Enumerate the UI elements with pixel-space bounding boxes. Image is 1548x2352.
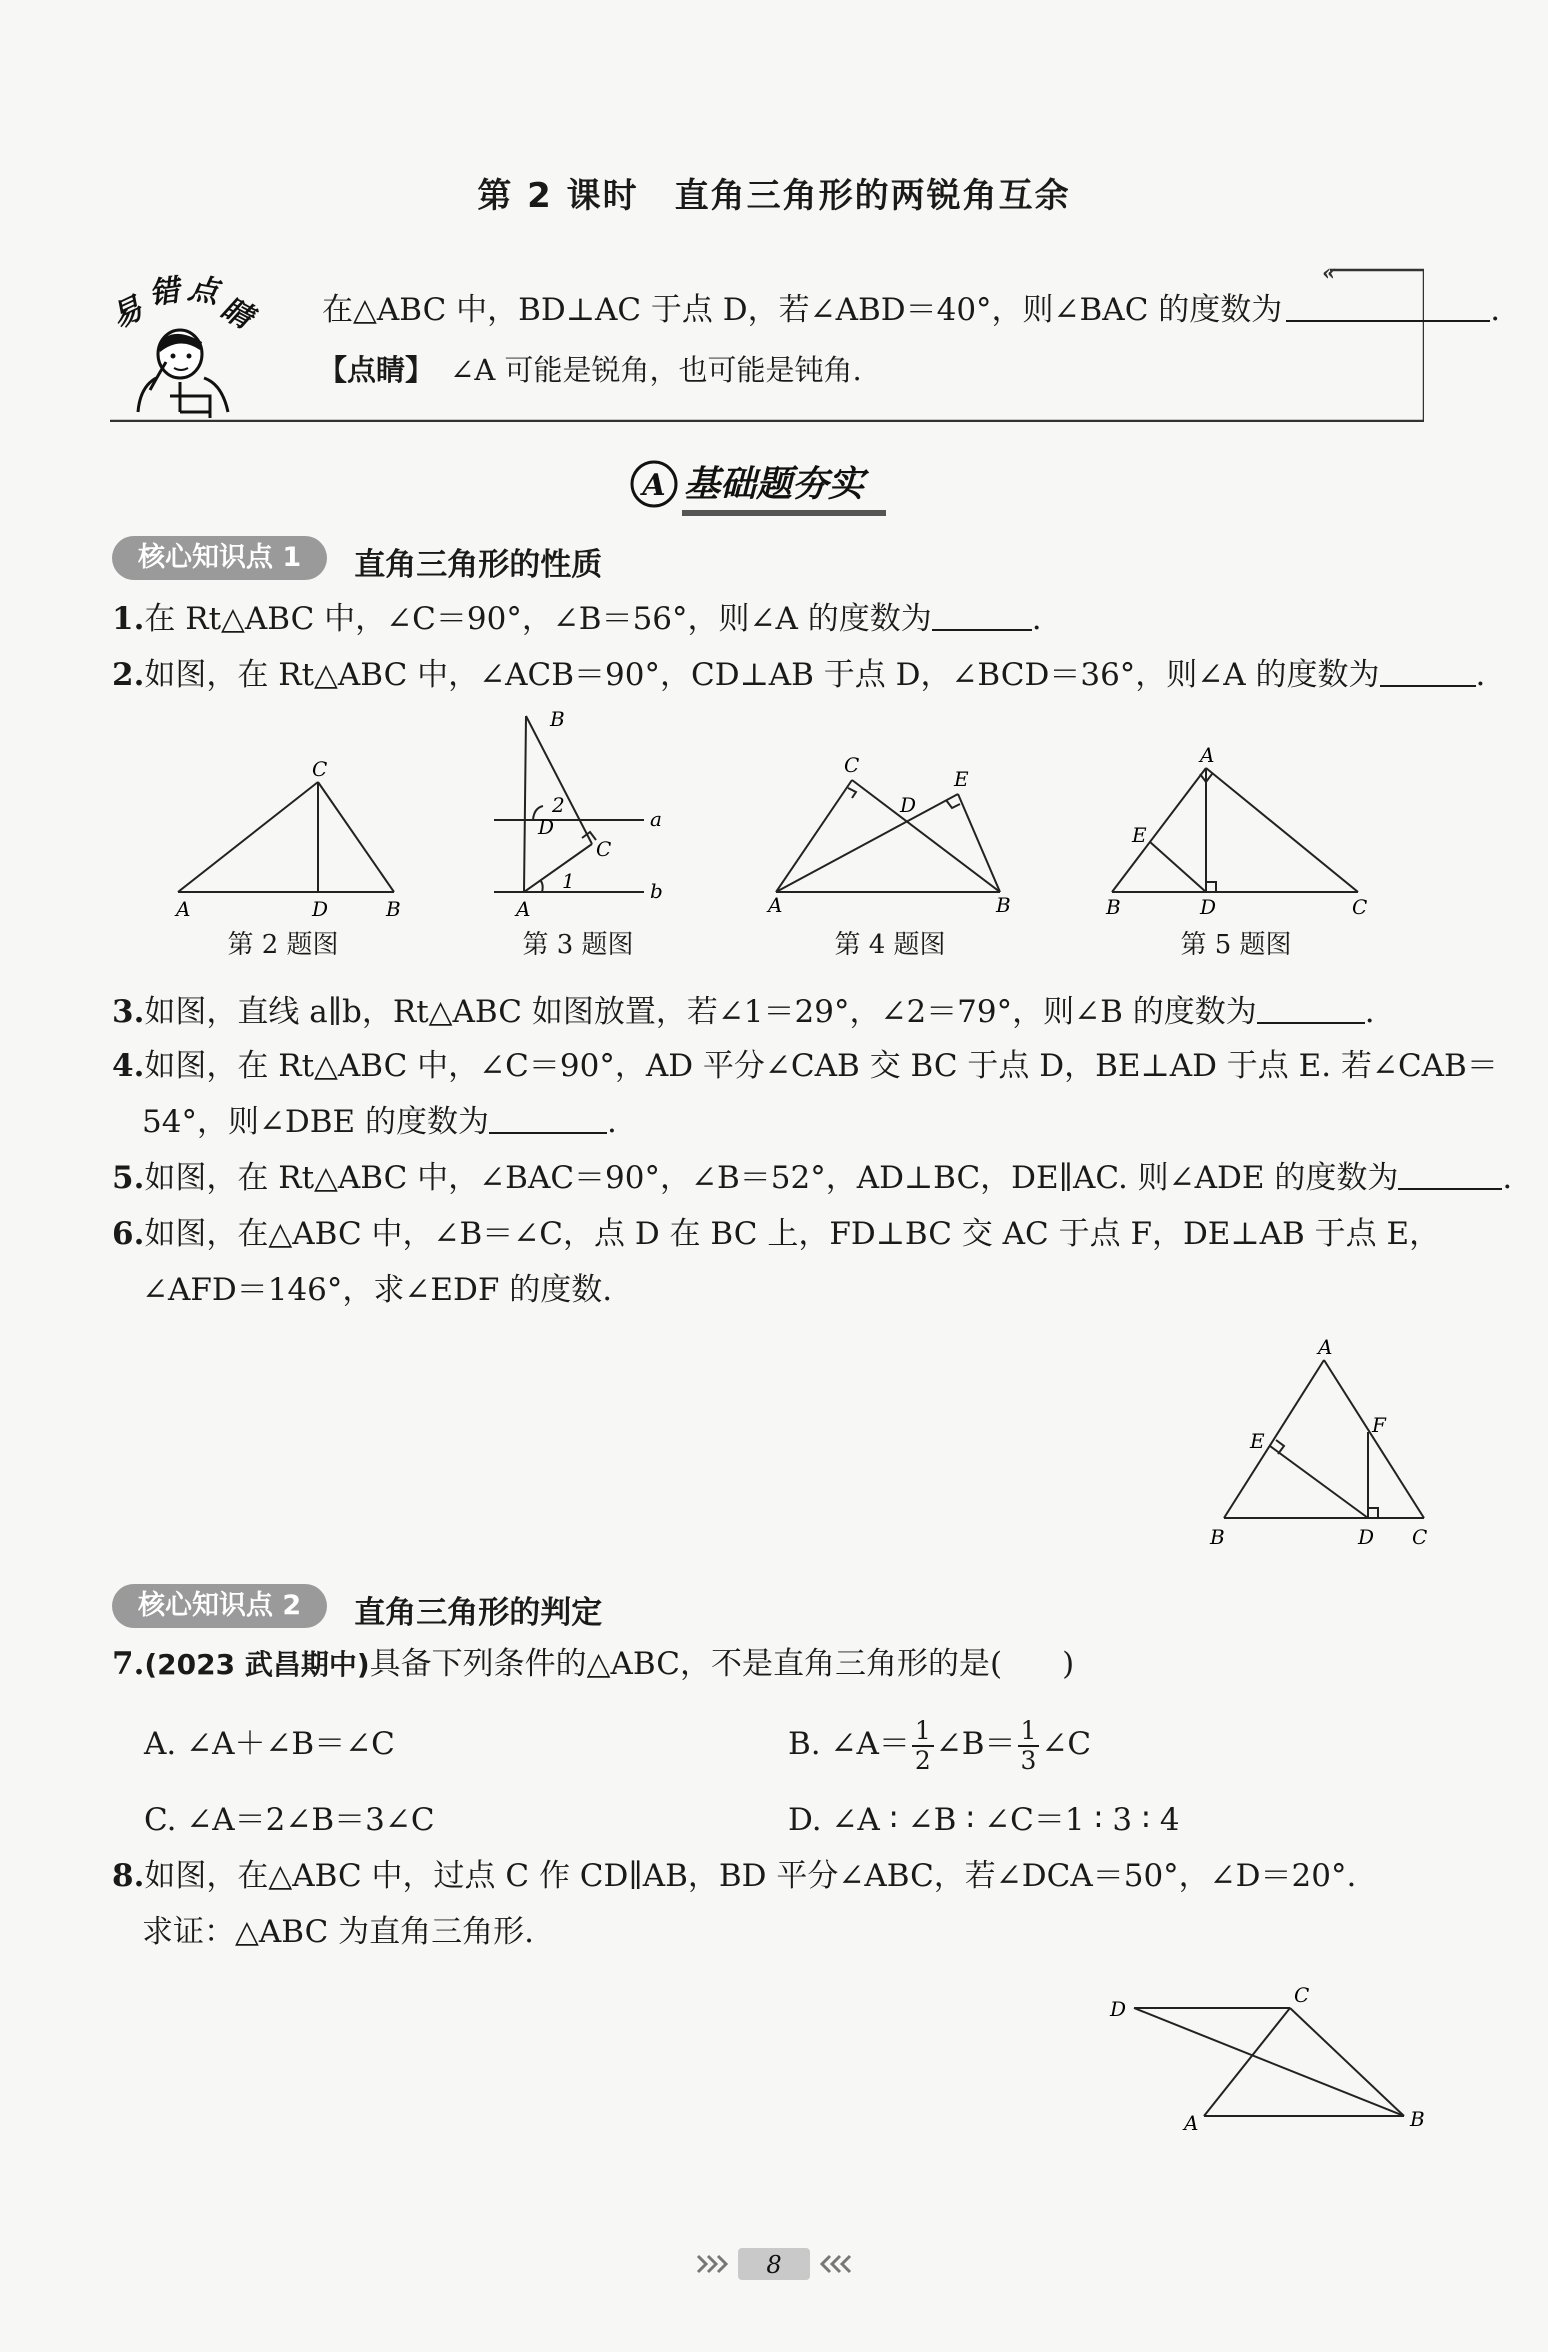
figure-8 <box>1100 1980 1440 2136</box>
fraction-one-half: $\frac{1}{2}$ <box>912 1717 934 1775</box>
common-mistake-box <box>110 266 1501 422</box>
point-A-label: A <box>1184 2111 1199 2135</box>
section-letter: A <box>642 468 666 503</box>
section-a-banner <box>624 452 924 522</box>
point-D-label: D <box>1200 895 1217 919</box>
question-8: 8.如图，在△ABC 中，过点 C 作 CD∥AB，BD 平分∠ABC，若∠DCA＝50°，∠D＝20°. <box>112 1858 1357 1894</box>
badge-char-1: 易 <box>110 291 149 336</box>
point-B-label: B <box>386 897 401 920</box>
figure-3 <box>488 708 688 920</box>
question-8-cont: 求证：△ABC 为直角三角形. <box>142 1914 535 1950</box>
line-b-label: b <box>650 879 663 903</box>
knowledge-point-2 <box>112 1584 602 1632</box>
point-E-label: E <box>1132 823 1147 847</box>
question-6-cont: ∠AFD＝146°，求∠EDF 的度数. <box>142 1272 613 1308</box>
point-C-label: C <box>1352 895 1368 919</box>
point-C-label: C <box>844 753 860 777</box>
common-mistake-question: 在△ABC 中，BD⊥AC 于点 D，若∠ABD＝40°，则∠BAC 的度数为 . <box>322 292 1501 328</box>
svg-text:«: « <box>1322 266 1336 286</box>
section-a-header <box>0 452 1548 526</box>
figure-6 <box>1200 1336 1440 1552</box>
option-c[interactable]: C. ∠A＝2∠B＝3∠C <box>144 1802 435 1838</box>
knowledge-point-1 <box>112 536 602 584</box>
answer-blank[interactable] <box>1286 290 1490 322</box>
section-title: 基础题夯实 <box>684 463 865 505</box>
knowledge-point-label: 核心知识点 1 <box>112 536 327 580</box>
badge-char-2: 错 <box>147 273 182 312</box>
answer-blank[interactable] <box>1398 1158 1502 1190</box>
option-a[interactable]: A. ∠A＋∠B＝∠C <box>144 1726 395 1762</box>
question-4: 4.如图，在 Rt△ABC 中，∠C＝90°，AD 平分∠CAB 交 BC 于点 D，BE⊥AD 于点 E. 若∠CAB＝ <box>112 1048 1498 1084</box>
fraction-one-third: $\frac{1}{3}$ <box>1018 1717 1040 1775</box>
line-a-label: a <box>650 807 662 831</box>
question-5: 5.如图，在 Rt△ABC 中，∠BAC＝90°，∠B＝52°，AD⊥BC，DE∥AC. 则∠ADE 的度数为 . <box>112 1160 1513 1196</box>
angle-2-label: 2 <box>552 793 565 817</box>
point-C-label: C <box>312 760 328 781</box>
point-C-label: C <box>1412 1525 1428 1549</box>
option-b[interactable]: B. ∠A＝ $\frac{1}{2}$ ∠B＝ $\frac{1}{3}$ ∠C <box>788 1715 1092 1775</box>
page-number: 8 <box>766 2251 782 2279</box>
thinking-person-icon <box>110 272 260 418</box>
answer-blank[interactable] <box>489 1102 607 1134</box>
question-7: 7.(2023 武昌期中)具备下列条件的△ABC，不是直角三角形的是( ) <box>112 1646 1075 1682</box>
figure-5 <box>1096 742 1378 920</box>
knowledge-point-title: 直角三角形的性质 <box>354 547 603 583</box>
point-B-label: B <box>996 893 1011 917</box>
point-B-label: B <box>1210 1525 1225 1549</box>
page-number-footer <box>690 2244 858 2284</box>
figure-4-caption: 第 4 题图 <box>834 930 946 960</box>
figure-3-caption: 第 3 题图 <box>522 930 634 960</box>
point-A-label: A <box>176 897 191 920</box>
point-D-label: D <box>538 815 555 839</box>
tip-line: 【点睛】 ∠A 可能是锐角，也可能是钝角. <box>318 353 862 387</box>
figure-4 <box>758 752 1028 920</box>
point-C-label: C <box>596 837 612 861</box>
badge-char-3: 点 <box>185 272 222 311</box>
point-B-label: B <box>1106 895 1121 919</box>
knowledge-point-label: 核心知识点 2 <box>112 1584 327 1628</box>
question-1: 1.在 Rt△ABC 中，∠C＝90°，∠B＝56°，则∠A 的度数为 . <box>112 601 1042 637</box>
lesson-number: 第 2 课时 <box>477 176 639 216</box>
point-E-label: E <box>954 767 969 791</box>
figure-2-caption: 第 2 题图 <box>227 930 339 960</box>
lesson-title: 直角三角形的两锐角互余 <box>674 176 1071 216</box>
page-title <box>0 168 1548 217</box>
point-B-label: B <box>550 708 565 731</box>
point-D-label: D <box>1358 1525 1375 1549</box>
point-D-label: D <box>312 897 329 920</box>
point-A-label: A <box>516 897 531 920</box>
question-2: 2.如图，在 Rt△ABC 中，∠ACB＝90°，CD⊥AB 于点 D，∠BCD＝36°，则∠A 的度数为 . <box>112 657 1486 693</box>
option-d[interactable]: D. ∠A ∶ ∠B ∶ ∠C＝1 ∶ 3 ∶ 4 <box>788 1802 1180 1838</box>
question-6: 6.如图，在△ABC 中，∠B＝∠C，点 D 在 BC 上，FD⊥BC 交 AC 于点 F，DE⊥AB 于点 E， <box>112 1216 1441 1252</box>
answer-blank[interactable] <box>932 599 1032 631</box>
point-D-label: D <box>1110 1997 1127 2021</box>
answer-blank[interactable] <box>1257 992 1365 1024</box>
question-3: 3.如图，直线 a∥b，Rt△ABC 如图放置，若∠1＝29°，∠2＝79°，则∠B 的度数为 . <box>112 994 1375 1030</box>
point-B-label: B <box>1410 2107 1425 2131</box>
question-4-cont: 54°，则∠DBE 的度数为 . <box>142 1104 617 1140</box>
point-D-label: D <box>900 793 917 817</box>
point-A-label: A <box>1200 743 1215 767</box>
question-source: (2023 武昌期中) <box>144 1648 370 1681</box>
point-A-label: A <box>768 893 783 917</box>
point-E-label: E <box>1250 1429 1265 1453</box>
point-A-label: A <box>1318 1336 1333 1359</box>
point-C-label: C <box>1294 1983 1310 2007</box>
answer-blank[interactable] <box>1380 655 1476 687</box>
angle-1-label: 1 <box>562 869 575 893</box>
badge-char-4: 睛 <box>215 290 258 336</box>
figure-5-caption: 第 5 题图 <box>1180 930 1292 960</box>
figure-2 <box>168 760 418 920</box>
point-F-label: F <box>1372 1413 1386 1437</box>
knowledge-point-title: 直角三角形的判定 <box>354 1595 603 1631</box>
